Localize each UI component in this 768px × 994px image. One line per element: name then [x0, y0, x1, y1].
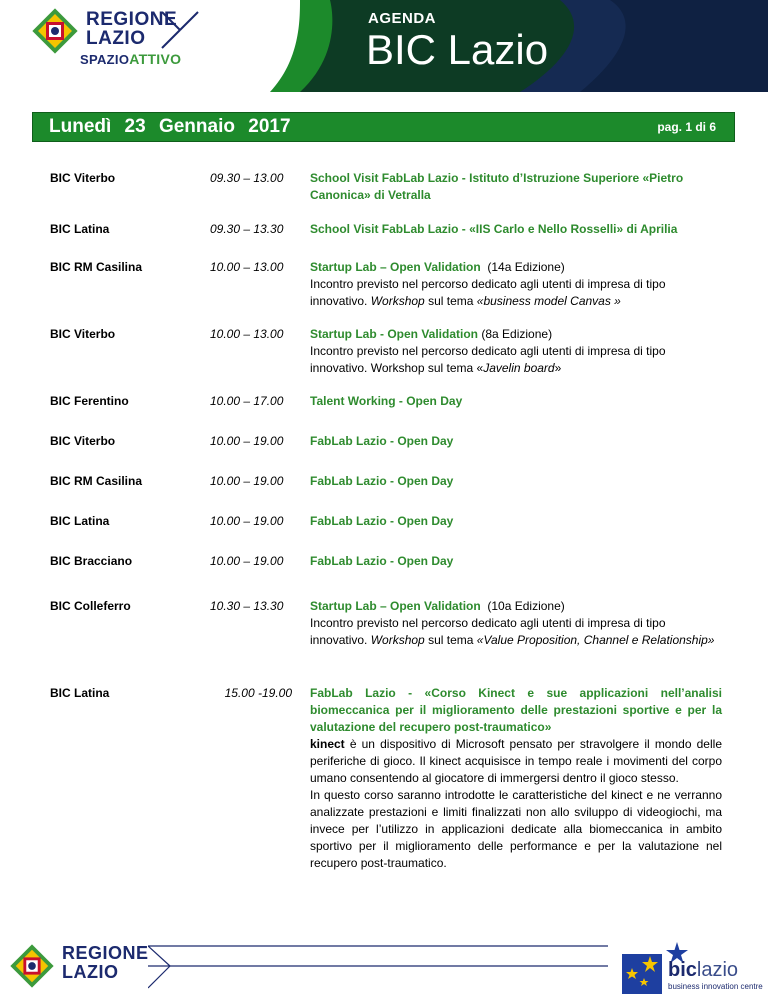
event-edition: (8a Edizione) — [481, 327, 553, 341]
regione-emblem-icon — [32, 8, 78, 54]
event-time: 10.00 – 13.00 — [210, 327, 284, 341]
biclazio-subtitle: business innovation centre — [668, 982, 763, 991]
event-title: FabLab Lazio - Open Day — [310, 474, 454, 488]
logo-regione-text: REGIONE — [86, 9, 178, 30]
event-title: Startup Lab – Open Validation — [310, 599, 481, 613]
spazio-word: SPAZIO — [80, 52, 130, 67]
event-location: BIC Colleferro — [50, 599, 131, 613]
event-title: Talent Working - Open Day — [310, 394, 463, 408]
event-line: » — [554, 361, 562, 375]
event-edition: (14a Edizione) — [487, 260, 565, 274]
date-bar — [32, 112, 735, 142]
event-italic: Workshop — [370, 294, 425, 308]
regione-emblem-icon — [10, 944, 54, 988]
event-line: innovativo. — [310, 633, 371, 647]
event-title: School Visit FabLab Lazio - «IIS Carlo e Nello Rosselli» di Aprilia — [310, 222, 678, 236]
event-paragraph: è un dispositivo di Microsoft pensato per stravolgere il mondo delle periferiche di gioco. Il kinect acquisisce in tempo reale i movimenti del corpo umano consentendo al giocatore di immergersi dentro il gioco stesso. — [310, 737, 722, 785]
event-line: Incontro previsto nel percorso dedicato agli utenti di impresa di tipo — [310, 277, 666, 291]
event-description — [310, 598, 722, 649]
event-location: BIC Latina — [50, 686, 110, 700]
footer — [0, 930, 768, 994]
lazio-word: lazio — [696, 959, 739, 981]
event-title: FabLab Lazio - «Corso Kinect e sue applicazioni nell’analisi biomeccanica per il miglioramento delle prestazioni sportive e per la valutazione del recupero post-traumatico» — [310, 686, 722, 734]
kinect-keyword: kinect — [310, 737, 345, 751]
footer-lazio-text: LAZIO — [62, 962, 119, 982]
event-time: 10.00 – 19.00 — [210, 554, 284, 568]
event-time: 10.00 – 13.00 — [210, 260, 284, 274]
event-title: Startup Lab – Open Validation — [310, 260, 481, 274]
event-italic: Javelin board — [483, 361, 555, 375]
logo-lazio-text: LAZIO — [86, 28, 146, 49]
event-line: sul tema — [424, 294, 477, 308]
event-italic: Workshop — [370, 633, 425, 647]
bic-word: bic — [668, 959, 697, 981]
eu-stars-icon — [622, 954, 662, 994]
attivo-word: ATTIVO — [129, 51, 182, 67]
event-line: innovativo. — [310, 294, 371, 308]
event-time: 10.00 – 19.00 — [210, 434, 284, 448]
event-time: 10.00 – 19.00 — [210, 514, 284, 528]
event-location: BIC Ferentino — [50, 394, 129, 408]
event-line: innovativo. Workshop sul tema « — [310, 361, 484, 375]
regione-lazio-logo — [32, 8, 202, 68]
event-location: BIC Viterbo — [50, 171, 116, 185]
event-line: Incontro previsto nel percorso dedicato agli utenti di impresa di tipo — [310, 344, 666, 358]
event-location: BIC RM Casilina — [50, 474, 143, 488]
event-edition: (10a Edizione) — [487, 599, 565, 613]
event-line: sul tema — [424, 633, 477, 647]
event-title: FabLab Lazio - Open Day — [310, 434, 454, 448]
event-time: 10.00 – 19.00 — [210, 474, 284, 488]
event-description — [310, 259, 722, 310]
event-paragraph: In questo corso saranno introdotte le caratteristiche del kinect e ne verranno analizzate prestazioni e limiti finalizzati non allo sviluppo di videogiochi, ma invece per l’utilizzo in applicazioni dedicate alla biomeccanica in ambito sportivo per il miglioramento delle performance e per la valutazione nel recupero post-traumatico. — [310, 788, 722, 870]
event-title: FabLab Lazio - Open Day — [310, 514, 454, 528]
event-time: 15.00 -19.00 — [224, 686, 292, 700]
event-italic: «Value Proposition, Channel e Relationship» — [476, 633, 715, 647]
event-location: BIC Latina — [50, 514, 110, 528]
event-italic: «business model Canvas » — [476, 294, 621, 308]
agenda-label: AGENDA — [368, 10, 437, 27]
event-location: BIC Bracciano — [50, 554, 133, 568]
biclazio-wordmark — [668, 960, 738, 980]
page-number: pag. 1 di 6 — [657, 120, 716, 134]
event-title: FabLab Lazio - Open Day — [310, 554, 454, 568]
event-title: School Visit FabLab Lazio - Istituto d’Istruzione Superiore «Pietro Canonica» di Vetralla — [310, 171, 684, 202]
event-location: BIC Viterbo — [50, 327, 116, 341]
event-time: 10.00 – 17.00 — [210, 394, 284, 408]
event-location: BIC Latina — [50, 222, 110, 236]
event-line: Incontro previsto nel percorso dedicato agli utenti di impresa di tipo — [310, 616, 666, 630]
event-description — [310, 326, 722, 377]
page-title: BIC Lazio — [366, 26, 549, 73]
spazio-attivo-text — [80, 51, 181, 67]
event-location: BIC Viterbo — [50, 434, 116, 448]
footer-lines-icon — [148, 944, 608, 994]
event-time: 09.30 – 13.00 — [210, 171, 284, 185]
header — [0, 0, 768, 92]
event-description — [310, 685, 722, 872]
event-title: Startup Lab - Open Validation — [310, 327, 479, 341]
agenda-date: Lunedì 23 Gennaio 2017 — [49, 116, 291, 137]
logo-slashes-icon — [160, 10, 200, 50]
event-time: 09.30 – 13.30 — [210, 222, 284, 236]
event-time: 10.30 – 13.30 — [210, 599, 284, 613]
footer-regione-text: REGIONE — [62, 943, 149, 963]
star-icon — [622, 954, 662, 994]
event-location: BIC RM Casilina — [50, 260, 143, 274]
biclazio-logo — [622, 942, 762, 994]
